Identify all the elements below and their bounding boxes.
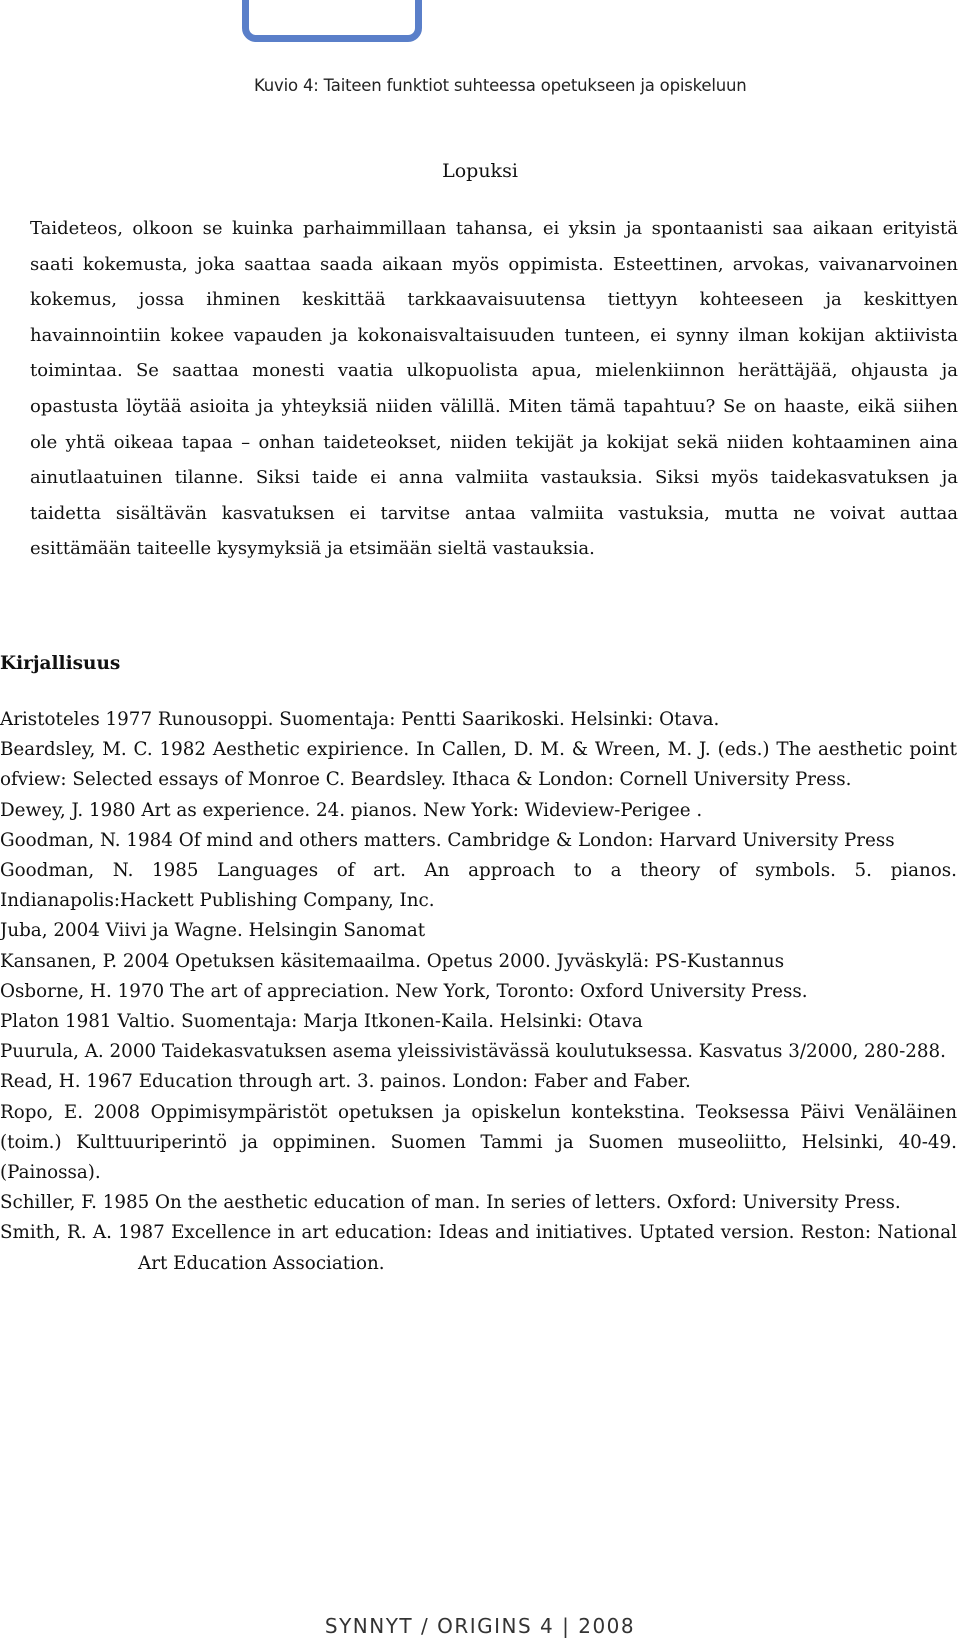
- reference-item: Beardsley, M. C. 1982 Aesthetic expirience. In Callen, D. M. & Wreen, M. J. (eds.) The aesthetic point ofview: Selected essays of Monroe C. Beardsley. Ithaca & London: Cornell University Press.: [0, 739, 957, 791]
- reference-item: Osborne, H. 1970 The art of appreciation. New York, Toronto: Oxford University Press.: [0, 980, 808, 1002]
- figure-caption: Kuvio 4: Taiteen funktiot suhteessa opetukseen ja opiskeluun: [254, 76, 747, 95]
- references-list: [0, 705, 957, 1279]
- references-title: Kirjallisuus: [0, 653, 121, 674]
- reference-item: Smith, R. A. 1987 Excellence in art education: Ideas and initiatives. Uptated version. Reston: National Art Education Association.: [0, 1222, 957, 1274]
- reference-item: Goodman, N. 1985 Languages of art. An approach to a theory of symbols. 5. pianos. Indianapolis:Hackett Publishing Company, Inc.: [0, 860, 957, 912]
- reference-item: Aristoteles 1977 Runousoppi. Suomentaja: Pentti Saarikoski. Helsinki: Otava.: [0, 709, 720, 730]
- reference-item: Puurula, A. 2000 Taidekasvatuksen asema yleissivistävässä koulutuksessa. Kasvatus 3/2000, 280-288.: [0, 1041, 946, 1063]
- reference-item: Read, H. 1967 Education through art. 3. painos. London: Faber and Faber.: [0, 1071, 691, 1093]
- section-heading: Lopuksi: [442, 160, 518, 182]
- reference-item: Dewey, J. 1980 Art as experience. 24. pianos. New York: Wideview-Perigee .: [0, 799, 703, 821]
- reference-item: Goodman, N. 1984 Of mind and others matters. Cambridge & London: Harvard University Press: [0, 829, 895, 851]
- body-paragraph: Taideteos, olkoon se kuinka parhaimmillaan tahansa, ei yksin ja spontaanisti saa aikaan erityistä saati kokemusta, joka saattaa saada aikaan myös oppimista. Esteettinen, arvokas, vaivanarvoinen kokemus, jossa ihminen keskittää tarkkaavaisuutensa tiettyyn kohteeseen ja keskittyen havainnointiin kokee vapauden ja kokonaisvaltaisuuden tunteen, ei synny ilman kokijan aktiivista toimintaa. Se saattaa monesti vaatia ulkopuolista apua, mielenkiinnon herättäjää, ohjausta ja opastusta löytää asioita ja yhteyksiä niiden välillä. Miten tämä tapahtuu? Se on haaste, eikä siihen ole yhtä oikeaa tapaa – onhan taideteokset, niiden tekijät ja kokijat sekä niiden kohtaaminen aina ainutlaatuinen tilanne. Siksi taide ei anna valmiita vastauksia. Siksi myös taidekasvatuksen ja taidetta sisältävän kasvatuksen ei tarvitse antaa valmiita vastuksia, mutta ne voivat auttaa esittämään taiteelle kysymyksiä ja etsimään sieltä vastauksia.: [30, 218, 958, 560]
- reference-item: Ropo, E. 2008 Oppimisympäristöt opetuksen ja opiskelun kontekstina. Teoksessa Päivi Venäläinen (toim.) Kulttuuriperintö ja oppiminen. Suomen Tammi ja Suomen museoliitto, Helsinki, 40-49. (Painossa).: [0, 1101, 957, 1184]
- reference-item: Juba, 2004 Viivi ja Wagne. Helsingin Sanomat: [0, 920, 426, 942]
- reference-item: Kansanen, P. 2004 Opetuksen käsitemaailma. Opetus 2000. Jyväskylä: PS-Kustannus: [0, 950, 785, 972]
- figure-frame: [242, 0, 422, 42]
- reference-item: Schiller, F. 1985 On the aesthetic education of man. In series of letters. Oxford: University Press.: [0, 1192, 901, 1214]
- reference-item: Platon 1981 Valtio. Suomentaja: Marja Itkonen-Kaila. Helsinki: Otava: [0, 1011, 643, 1033]
- page-footer: SYNNYT / ORIGINS 4 | 2008: [324, 1614, 636, 1638]
